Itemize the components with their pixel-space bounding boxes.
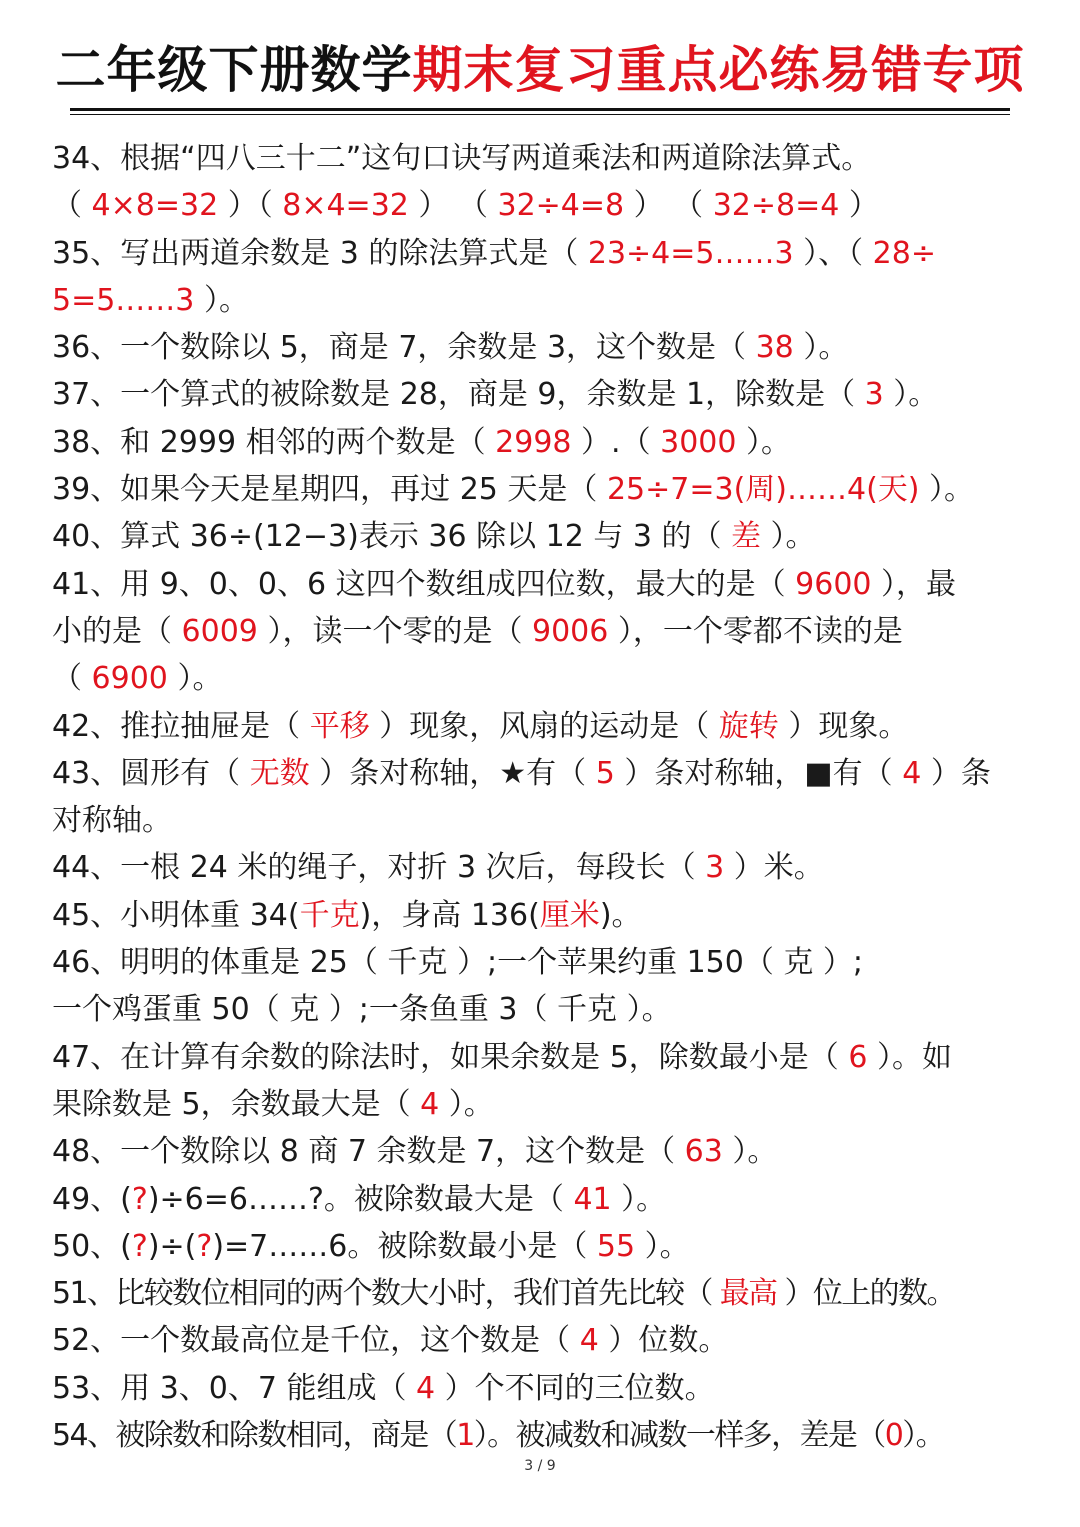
question-text: ）。 — [439, 1086, 494, 1122]
question-line — [52, 703, 1037, 750]
question-text: ）现象，风扇的运动是（ — [369, 708, 719, 744]
question-line — [52, 1365, 1037, 1412]
question-line — [52, 1223, 1037, 1270]
question-text: ），最 — [871, 566, 957, 602]
question-text: ） （ — [408, 188, 498, 224]
question-line — [52, 1270, 1037, 1317]
question-text: ），一个零都不读的是 — [608, 613, 903, 649]
question-text: 40、算式 36÷(12−3)表示 36 除以 12 与 3 的（ — [52, 519, 732, 555]
question-text: 53、用 3、0、7 能组成（ — [52, 1370, 417, 1406]
title-part-black: 二年级下册数学 — [55, 41, 413, 99]
answer-text: 32÷4=8 — [497, 188, 625, 224]
answer-text: 32÷8=4 — [712, 188, 840, 224]
answer-text: 25÷7=3(周)……4(天) — [606, 472, 920, 508]
question-text: 42、推拉抽屉是（ — [52, 708, 310, 744]
question-text: 35、写出两道余数是 3 的除法算式是（ — [52, 235, 588, 271]
answer-text: 差 — [731, 519, 762, 555]
page-header — [0, 40, 1080, 100]
question-text: 小的是（ — [52, 613, 182, 649]
question-text: ）位上的数。 — [776, 1276, 955, 1312]
question-text: ）.（ — [571, 424, 661, 460]
question-text: ）。 — [902, 1418, 944, 1454]
question-line — [52, 1034, 1037, 1081]
answer-text: 千克 — [299, 897, 360, 933]
question-text: 41、用 9、0、0、6 这四个数组成四位数，最大的是（ — [52, 566, 796, 602]
question-text: 对称轴。 — [52, 803, 172, 839]
question-text: 48、一个数除以 8 商 7 余数是 7，这个数是（ — [52, 1134, 685, 1170]
question-text: ）。 — [883, 377, 939, 413]
answer-text: 旋转 — [718, 708, 779, 744]
question-text: 43、圆形有（ — [52, 755, 250, 791]
question-line — [52, 1317, 1037, 1364]
question-text: ）。 — [635, 1228, 690, 1264]
page-title — [56, 40, 1025, 100]
question-text: ）。 — [736, 424, 792, 460]
question-text: ）。 — [611, 1181, 667, 1217]
question-text: ）。 — [761, 519, 816, 555]
question-text: ）。 — [722, 1134, 778, 1170]
question-text: 52、一个数最高位是千位，这个数是（ — [52, 1323, 580, 1359]
question-line — [52, 182, 1037, 229]
question-text: 36、一个数除以 5，商是 7，余数是 3，这个数是（ — [52, 330, 756, 366]
answer-text: 4×8=32 — [91, 188, 219, 224]
question-text: )。 — [599, 897, 642, 933]
question-list — [52, 135, 1037, 1459]
question-line — [52, 655, 1037, 702]
question-line — [52, 608, 1037, 655]
question-text: 一个鸡蛋重 50（ 克 ）;一条鱼重 3（ 千克 ）。 — [52, 992, 672, 1028]
question-line — [52, 986, 1037, 1033]
question-text: 54、被除数和除数相同，商是（ — [52, 1418, 457, 1454]
question-text: ）。被减数和减数一样多，差是（ — [473, 1418, 885, 1454]
question-text: ），读一个零的是（ — [257, 613, 532, 649]
question-text: ）。 — [194, 282, 249, 318]
question-line — [52, 277, 1037, 324]
question-text: 50、( — [52, 1228, 132, 1264]
question-text: ）（ — [218, 188, 283, 224]
question-text: 47、在计算有余数的除法时，如果余数是 5，除数最小是（ — [52, 1039, 849, 1075]
question-line — [52, 135, 1037, 182]
answer-text: 9006 — [531, 613, 609, 649]
question-line — [52, 513, 1037, 560]
answer-text: 3000 — [660, 424, 737, 460]
question-text: ）个不同的三位数。 — [435, 1370, 715, 1406]
question-text: ）条对称轴，■有（ — [614, 755, 903, 791]
answer-text: 平移 — [309, 708, 370, 744]
question-text: 34、根据“四八三十二”这句口诀写两道乘法和两道除法算式。 — [52, 141, 872, 176]
answer-text: ? — [131, 1228, 148, 1264]
question-text: 46、明明的体重是 25（ 千克 ）;一个苹果约重 150（ 克 ）; — [52, 945, 864, 981]
question-line — [52, 371, 1037, 418]
question-line — [52, 844, 1037, 891]
question-text: 38、和 2999 相邻的两个数是（ — [52, 424, 496, 460]
question-text: )=7……6。被除数最小是（ — [212, 1228, 597, 1264]
answer-text: 无数 — [249, 755, 310, 791]
page-indicator: 3 / 9 — [524, 1458, 556, 1474]
answer-text: 23÷4=5……3 — [587, 235, 794, 271]
question-text: ）。如 — [867, 1039, 952, 1075]
question-line — [52, 1412, 1037, 1459]
question-line — [52, 324, 1037, 371]
question-line — [52, 230, 1037, 277]
question-text: ）。 — [793, 330, 849, 366]
answer-text: 4 — [416, 1370, 436, 1406]
answer-text: 5=5……3 — [52, 282, 195, 318]
answer-text: ? — [196, 1228, 213, 1264]
question-line — [52, 561, 1037, 608]
answer-text: ? — [131, 1181, 148, 1217]
question-text: ） （ — [624, 188, 713, 224]
answer-text: 63 — [684, 1134, 723, 1170]
question-text: ）。 — [167, 661, 223, 697]
question-line — [52, 892, 1037, 939]
question-line — [52, 419, 1037, 466]
answer-text: 28÷ — [872, 235, 936, 271]
answer-text: 3 — [864, 377, 884, 413]
answer-text: 6 — [848, 1039, 868, 1075]
question-line — [52, 1128, 1037, 1175]
answer-text: 5 — [595, 755, 615, 791]
answer-text: 38 — [755, 330, 794, 366]
question-line — [52, 939, 1037, 986]
question-text: 44、一根 24 米的绳子，对折 3 次后，每段长（ — [52, 850, 706, 886]
answer-text: 41 — [573, 1181, 612, 1217]
question-text: 45、小明体重 34( — [52, 897, 300, 933]
answer-text: 6900 — [91, 661, 168, 697]
answer-text: 6009 — [181, 613, 258, 649]
answer-text: 1 — [456, 1418, 474, 1454]
question-text: )÷( — [147, 1228, 197, 1264]
question-text: ） — [839, 188, 879, 224]
question-line — [52, 1176, 1037, 1223]
title-part-red: 期末复习重点必练易错专项 — [412, 41, 1025, 99]
question-text: ）现象。 — [778, 708, 909, 744]
title-underline-thick — [70, 108, 1010, 111]
question-text: ）。 — [919, 472, 975, 508]
question-line — [52, 466, 1037, 513]
question-text: （ — [52, 661, 92, 697]
question-text: 51、比较数位相同的两个数大小时，我们首先比较（ — [52, 1276, 720, 1312]
answer-text: 55 — [596, 1228, 636, 1264]
question-text: ）、（ — [793, 235, 873, 271]
answer-text: 最高 — [719, 1276, 777, 1312]
question-text: ）条对称轴，★有（ — [309, 755, 596, 791]
question-text: 39、如果今天是星期四，再过 25 天是（ — [52, 472, 607, 508]
question-line — [52, 750, 1037, 797]
question-text: 果除数是 5，余数最大是（ — [52, 1086, 421, 1122]
question-text: ）位数。 — [598, 1323, 729, 1359]
question-text: ）米。 — [724, 850, 824, 886]
answer-text: 4 — [579, 1323, 599, 1359]
answer-text: 4 — [420, 1086, 440, 1122]
question-text: 49、( — [52, 1181, 132, 1217]
answer-text: 4 — [902, 755, 922, 791]
answer-text: 3 — [705, 850, 725, 886]
answer-text: 9600 — [795, 566, 872, 602]
answer-text: 2998 — [495, 424, 572, 460]
question-text: 37、一个算式的被除数是 28，商是 9，余数是 1，除数是（ — [52, 377, 865, 413]
answer-text: 厘米 — [539, 897, 600, 933]
question-text: （ — [52, 188, 92, 224]
question-text: )，身高 136( — [359, 897, 540, 933]
question-text: )÷6=6……?。被除数最大是（ — [147, 1181, 574, 1217]
answer-text: 8×4=32 — [282, 188, 409, 224]
title-underline-thin — [70, 114, 1010, 115]
question-text: ）条 — [921, 755, 991, 791]
question-line — [52, 1081, 1037, 1128]
question-line — [52, 797, 1037, 844]
answer-text: 0 — [884, 1418, 903, 1454]
